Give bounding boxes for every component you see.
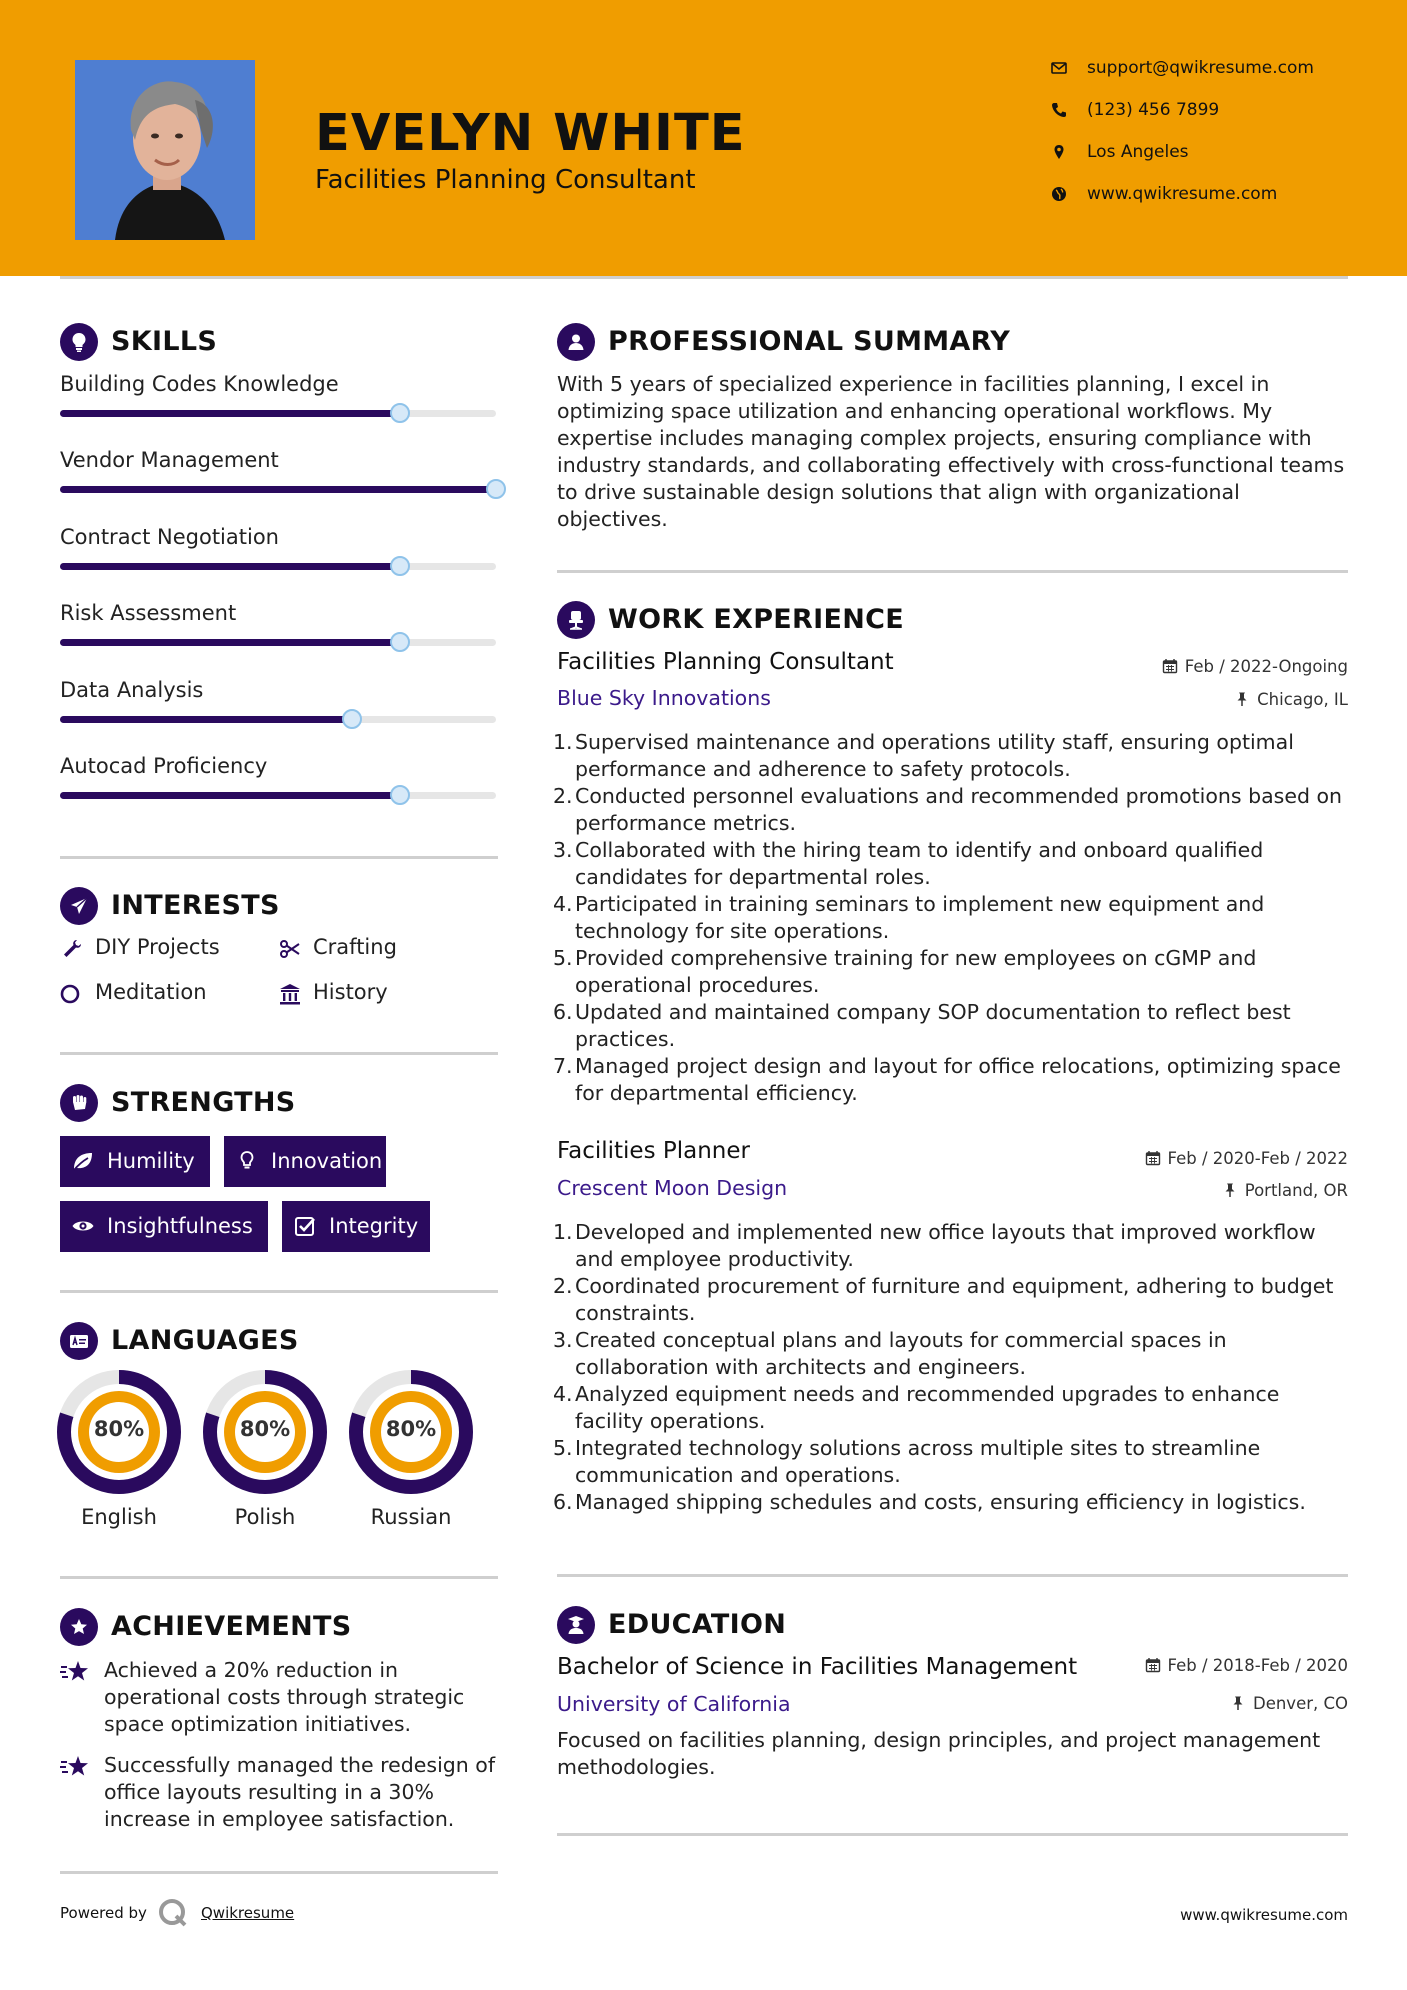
bullet-text: Created conceptual plans and layouts for commercial spaces in collaboration with architects and engineers. bbox=[575, 1328, 1227, 1379]
achievement-item bbox=[60, 1657, 500, 1741]
job-bullets bbox=[548, 729, 1353, 1107]
star-icon bbox=[60, 1659, 92, 1687]
star-badge-icon bbox=[60, 1608, 98, 1646]
contact-website-text: www.qwikresume.com bbox=[1087, 184, 1278, 204]
calendar-icon bbox=[1145, 1150, 1161, 1166]
job-bullet bbox=[548, 999, 1353, 1053]
bullet-number: 1. bbox=[553, 1220, 573, 1244]
skill-bar-knob bbox=[390, 632, 410, 652]
job-bullet bbox=[548, 1435, 1353, 1489]
skill-bar bbox=[60, 792, 496, 799]
skill-bar bbox=[60, 486, 496, 493]
education-school: University of California bbox=[557, 1692, 791, 1716]
skill-label: Risk Assessment bbox=[60, 601, 237, 625]
summary-divider bbox=[557, 570, 1348, 573]
bullet-number: 1. bbox=[553, 730, 573, 754]
job-bullet bbox=[548, 1219, 1353, 1273]
bullet-text: Managed project design and layout for office relocations, optimizing space for departmental efficiency. bbox=[575, 1054, 1341, 1105]
languages-divider bbox=[60, 1576, 498, 1579]
job-bullet bbox=[548, 1273, 1353, 1327]
skill-label: Autocad Proficiency bbox=[60, 754, 268, 778]
header-divider bbox=[60, 276, 1348, 279]
job-bullet bbox=[548, 837, 1353, 891]
skill-item bbox=[60, 678, 498, 738]
bullet-text: Updated and maintained company SOP documentation to reflect best practices. bbox=[575, 1000, 1291, 1051]
office-chair-icon bbox=[557, 601, 595, 639]
user-icon bbox=[557, 323, 595, 361]
museum-icon bbox=[278, 982, 302, 1006]
job-dates-text: Feb / 2022-Ongoing bbox=[1184, 657, 1348, 676]
job-bullets bbox=[548, 1219, 1353, 1516]
summary-title: PROFESSIONAL SUMMARY bbox=[608, 326, 1011, 357]
contact-phone-text: (123) 456 7899 bbox=[1087, 100, 1220, 120]
achievements-title: ACHIEVEMENTS bbox=[111, 1611, 352, 1642]
header-banner bbox=[0, 0, 1407, 276]
bullet-number: 6. bbox=[553, 1000, 573, 1024]
brand-link[interactable]: Qwikresume bbox=[201, 1904, 295, 1922]
raised-fist-icon bbox=[60, 1084, 98, 1122]
bullet-number: 7. bbox=[553, 1054, 573, 1078]
bullet-text: Provided comprehensive training for new employees on cGMP and operational procedures. bbox=[575, 946, 1257, 997]
bullet-number: 4. bbox=[553, 1382, 573, 1406]
skill-item bbox=[60, 448, 498, 508]
job-company: Crescent Moon Design bbox=[557, 1176, 788, 1200]
skill-item bbox=[60, 601, 498, 661]
strength-chip bbox=[60, 1136, 210, 1187]
pushpin-icon bbox=[1222, 1182, 1238, 1198]
job-title: Facilities Planning Consultant bbox=[557, 649, 894, 675]
skill-bar-fill bbox=[60, 563, 400, 570]
bullet-number: 2. bbox=[553, 1274, 573, 1298]
graduate-icon bbox=[557, 1606, 595, 1644]
language-percent: 80% bbox=[93, 1417, 145, 1441]
achievement-text: Achieved a 20% reduction in operational costs through strategic space optimization initiatives. bbox=[104, 1658, 465, 1736]
experience-divider bbox=[557, 1574, 1348, 1577]
job-bullet bbox=[548, 783, 1353, 837]
interest-label: Meditation bbox=[95, 980, 207, 1004]
skill-bar-knob bbox=[390, 403, 410, 423]
bullet-number: 5. bbox=[553, 1436, 573, 1460]
job-title: Facilities Planner bbox=[557, 1138, 750, 1164]
language-item bbox=[349, 1370, 473, 1530]
bullet-text: Collaborated with the hiring team to identify and onboard qualified candidates for departmental roles. bbox=[575, 838, 1264, 889]
strength-chip bbox=[282, 1201, 430, 1252]
strength-label: Integrity bbox=[329, 1214, 419, 1238]
skill-bar-fill bbox=[60, 410, 400, 417]
language-name: English bbox=[81, 1505, 157, 1529]
strength-chip bbox=[224, 1136, 386, 1187]
bullet-number: 6. bbox=[553, 1490, 573, 1514]
candidate-name: EVELYN WHITE bbox=[315, 104, 746, 163]
skill-bar bbox=[60, 716, 496, 723]
job-bullet bbox=[548, 1053, 1353, 1107]
skills-divider bbox=[60, 856, 498, 859]
language-item bbox=[203, 1370, 327, 1530]
bullet-number: 3. bbox=[553, 838, 573, 862]
job-bullet bbox=[548, 945, 1353, 999]
job-bullet bbox=[548, 729, 1353, 783]
job-location bbox=[1234, 690, 1348, 709]
skills-title: SKILLS bbox=[111, 326, 218, 357]
bullet-text: Supervised maintenance and operations utility staff, ensuring optimal performance and adherence to safety protocols. bbox=[575, 730, 1294, 781]
lightbulb-icon bbox=[235, 1149, 259, 1173]
job-location-text: Portland, OR bbox=[1244, 1181, 1348, 1200]
phone-icon bbox=[1050, 101, 1068, 119]
job-bullet bbox=[548, 1327, 1353, 1381]
star-icon bbox=[60, 1754, 92, 1782]
skill-bar-fill bbox=[60, 792, 400, 799]
education-dates-text: Feb / 2018-Feb / 2020 bbox=[1167, 1656, 1348, 1675]
qwikresume-logo-icon bbox=[158, 1898, 188, 1928]
skill-label: Building Codes Knowledge bbox=[60, 372, 339, 396]
candidate-title: Facilities Planning Consultant bbox=[315, 165, 696, 195]
bullet-text: Analyzed equipment needs and recommended upgrades to enhance facility operations. bbox=[575, 1382, 1280, 1433]
wrench-icon bbox=[60, 937, 84, 961]
skill-item bbox=[60, 754, 498, 814]
envelope-icon bbox=[1050, 59, 1068, 77]
bullet-text: Integrated technology solutions across multiple sites to streamline communication and operations. bbox=[575, 1436, 1261, 1487]
interests-title: INTERESTS bbox=[111, 890, 280, 921]
achievement-item bbox=[60, 1752, 500, 1836]
strength-label: Innovation bbox=[271, 1149, 383, 1173]
skill-item bbox=[60, 525, 498, 585]
education-divider bbox=[557, 1833, 1348, 1836]
job-company: Blue Sky Innovations bbox=[557, 686, 771, 710]
powered-by-label: Powered by bbox=[60, 1904, 147, 1922]
education-location bbox=[1230, 1694, 1348, 1713]
footer-website[interactable]: www.qwikresume.com bbox=[1180, 1906, 1348, 1924]
job-bullet bbox=[548, 1381, 1353, 1435]
bullet-number: 2. bbox=[553, 784, 573, 808]
check-square-icon bbox=[293, 1214, 317, 1238]
skill-item bbox=[60, 372, 498, 432]
circle-icon bbox=[60, 982, 84, 1006]
skill-label: Contract Negotiation bbox=[60, 525, 279, 549]
interests-divider bbox=[60, 1052, 498, 1055]
bullet-number: 5. bbox=[553, 946, 573, 970]
language-card-icon bbox=[60, 1322, 98, 1360]
languages-title: LANGUAGES bbox=[111, 1325, 299, 1356]
education-title: EDUCATION bbox=[608, 1609, 787, 1640]
achievements-divider bbox=[60, 1871, 498, 1874]
education-location-text: Denver, CO bbox=[1252, 1694, 1348, 1713]
contact-email-text: support@qwikresume.com bbox=[1087, 58, 1314, 78]
profile-photo bbox=[75, 60, 255, 240]
language-item bbox=[57, 1370, 181, 1530]
job-dates bbox=[1145, 1149, 1348, 1168]
skill-label: Vendor Management bbox=[60, 448, 279, 472]
skill-bar bbox=[60, 563, 496, 570]
job-dates bbox=[1162, 657, 1348, 676]
skill-bar bbox=[60, 639, 496, 646]
eye-icon bbox=[71, 1214, 95, 1238]
pushpin-icon bbox=[1230, 1695, 1246, 1711]
summary-text: With 5 years of specialized experience in facilities planning, I excel in optimizing space utilization and enhancing operational workflows. My expertise includes managing complex projects, ensuring compliance with industry standards, and collaborating effectively with cross-functional teams to drive sustainable design solutions that align with organizational objectives. bbox=[557, 372, 1345, 531]
skill-label: Data Analysis bbox=[60, 678, 204, 702]
pushpin-icon bbox=[1234, 691, 1250, 707]
contact-location-text: Los Angeles bbox=[1087, 142, 1189, 162]
skill-bar-knob bbox=[486, 479, 506, 499]
interest-label: Crafting bbox=[313, 935, 397, 959]
calendar-icon bbox=[1145, 1657, 1161, 1673]
job-location-text: Chicago, IL bbox=[1257, 690, 1348, 709]
skill-bar bbox=[60, 410, 496, 417]
language-name: Polish bbox=[234, 1505, 296, 1529]
language-name: Russian bbox=[370, 1505, 452, 1529]
paper-plane-icon bbox=[60, 887, 98, 925]
bullet-text: Developed and implemented new office layouts that improved workflow and employee productivity. bbox=[575, 1220, 1316, 1271]
education-degree: Bachelor of Science in Facilities Management bbox=[557, 1654, 1078, 1680]
skill-bar-fill bbox=[60, 639, 400, 646]
job-location bbox=[1222, 1181, 1348, 1200]
bullet-text: Conducted personnel evaluations and recommended promotions based on performance metrics. bbox=[575, 784, 1343, 835]
skill-bar-knob bbox=[390, 785, 410, 805]
strength-label: Insightfulness bbox=[107, 1214, 253, 1238]
bullet-text: Participated in training seminars to implement new equipment and technology for site operations. bbox=[575, 892, 1265, 943]
map-pin-icon bbox=[1050, 143, 1068, 161]
job-dates-text: Feb / 2020-Feb / 2022 bbox=[1167, 1149, 1348, 1168]
education-dates bbox=[1145, 1656, 1348, 1675]
calendar-icon bbox=[1162, 658, 1178, 674]
leaf-icon bbox=[71, 1149, 95, 1173]
lightbulb-icon bbox=[60, 323, 98, 361]
strengths-title: STRENGTHS bbox=[111, 1087, 296, 1118]
strength-chip bbox=[60, 1201, 268, 1252]
interest-label: DIY Projects bbox=[95, 935, 220, 959]
skill-bar-knob bbox=[342, 709, 362, 729]
globe-icon bbox=[1050, 185, 1068, 203]
achievement-text: Successfully managed the redesign of office layouts resulting in a 30% increase in employee satisfaction. bbox=[104, 1753, 496, 1831]
education-description: Focused on facilities planning, design principles, and project management methodologies. bbox=[557, 1728, 1321, 1779]
bullet-text: Managed shipping schedules and costs, ensuring efficiency in logistics. bbox=[575, 1490, 1306, 1514]
language-percent: 80% bbox=[239, 1417, 291, 1441]
job-bullet bbox=[548, 1489, 1353, 1516]
job-bullet bbox=[548, 891, 1353, 945]
strengths-divider bbox=[60, 1290, 498, 1293]
skill-bar-fill bbox=[60, 716, 352, 723]
skill-bar-knob bbox=[390, 556, 410, 576]
bullet-text: Coordinated procurement of furniture and equipment, adhering to budget constraints. bbox=[575, 1274, 1334, 1325]
experience-title: WORK EXPERIENCE bbox=[608, 604, 904, 635]
strength-label: Humility bbox=[107, 1149, 195, 1173]
bullet-number: 3. bbox=[553, 1328, 573, 1352]
skill-bar-fill bbox=[60, 486, 496, 493]
interest-label: History bbox=[313, 980, 388, 1004]
scissors-icon bbox=[278, 937, 302, 961]
language-percent: 80% bbox=[385, 1417, 437, 1441]
bullet-number: 4. bbox=[553, 892, 573, 916]
